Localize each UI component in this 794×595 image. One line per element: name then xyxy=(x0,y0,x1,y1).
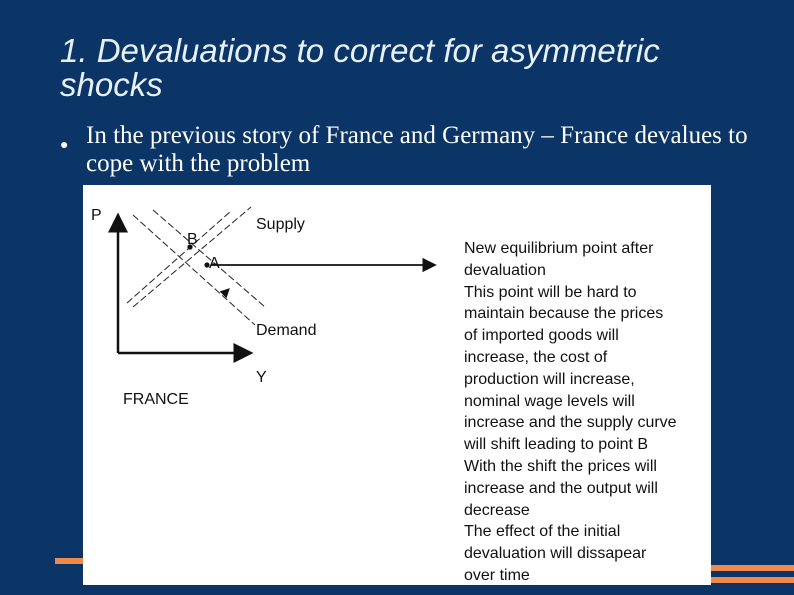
note-line: of imported goods will xyxy=(464,327,619,345)
shift-arrow xyxy=(225,289,229,293)
bullet-dot-icon: ● xyxy=(60,136,69,152)
diagram-panel xyxy=(83,185,711,585)
slide-title: 1. Devaluations to correct for asymmetric shocks xyxy=(60,32,660,103)
note-line: This point will be hard to xyxy=(464,283,637,301)
note-line: increase, the cost of xyxy=(464,348,608,366)
note-line: over time xyxy=(464,566,530,584)
point-b-label: B xyxy=(187,231,198,248)
note-line: With the shift the prices will xyxy=(464,457,657,475)
note-line: maintain because the prices xyxy=(464,305,664,323)
demand-label: Demand xyxy=(256,322,317,339)
accent-bar-right-lower xyxy=(710,577,794,583)
note-line: nominal wage levels will xyxy=(464,392,635,410)
axis-x-label: Y xyxy=(256,369,267,386)
accent-bar-right xyxy=(710,565,794,571)
axis-y-label: P xyxy=(91,207,102,224)
accent-bar-left xyxy=(55,558,85,564)
point-a-label: A xyxy=(209,255,220,272)
note-line: production will increase, xyxy=(464,370,635,388)
note-line: will shift leading to point B xyxy=(464,436,649,454)
note-line: The effect of the initial xyxy=(464,523,621,541)
note-line: increase and the output will xyxy=(464,479,658,497)
note-line: New equilibrium point after xyxy=(464,240,654,257)
supply-label: Supply xyxy=(256,216,305,233)
country-label: FRANCE xyxy=(123,391,189,408)
note-line: devaluation will dissapear xyxy=(464,545,647,563)
bullet-text: In the previous story of France and Germany – France devalues to cope with the problem xyxy=(86,122,748,177)
supply-curve xyxy=(133,207,251,307)
explanation-note xyxy=(464,238,710,585)
note-line: increase and the supply curve xyxy=(464,414,677,432)
note-line: decrease xyxy=(464,501,530,519)
note-line: devaluation xyxy=(464,261,546,279)
